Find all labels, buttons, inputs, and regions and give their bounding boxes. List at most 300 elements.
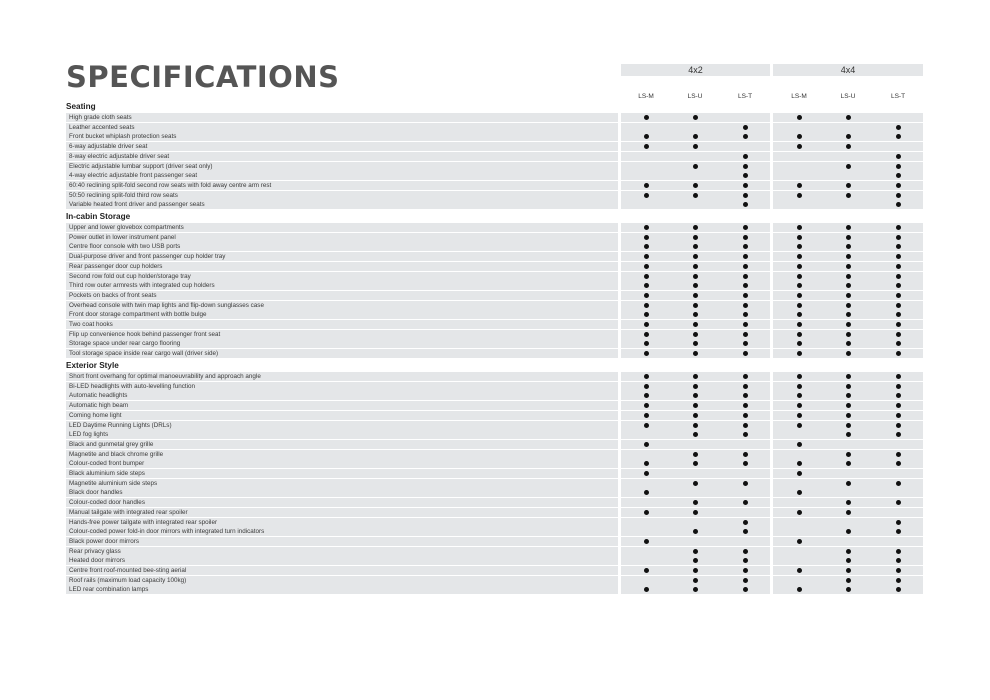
spec-row-label: Two coat hooks <box>66 320 618 329</box>
availability-dot-icon <box>896 587 901 592</box>
group-divider <box>770 585 773 594</box>
spec-row <box>0 566 990 575</box>
spec-row <box>0 537 990 546</box>
group-divider <box>770 576 773 585</box>
availability-dot-icon <box>693 193 698 198</box>
availability-dot-icon <box>846 235 851 240</box>
availability-dot-icon <box>644 393 649 398</box>
variant-header-4x2-ls-m: LS-M <box>638 93 654 100</box>
availability-dot-icon <box>896 351 901 356</box>
availability-dot-icon <box>797 423 802 428</box>
spec-row-label: Dual-purpose driver and front passenger cup holder tray <box>66 252 618 261</box>
spec-row <box>0 469 990 478</box>
group-divider <box>770 162 773 171</box>
availability-dot-icon <box>693 225 698 230</box>
availability-dot-icon <box>644 264 649 269</box>
availability-dot-icon <box>693 283 698 288</box>
spec-row <box>0 488 990 497</box>
spec-row <box>0 508 990 517</box>
availability-dot-icon <box>743 578 748 583</box>
availability-dot-icon <box>846 144 851 149</box>
spec-row <box>0 518 990 527</box>
availability-dot-icon <box>846 452 851 457</box>
availability-dot-icon <box>644 490 649 495</box>
spec-row <box>0 440 990 449</box>
group-divider <box>770 272 773 281</box>
spec-row <box>0 301 990 310</box>
availability-dot-icon <box>896 568 901 573</box>
spec-row-label: Colour-coded front bumper <box>66 459 618 468</box>
spec-row-label: Rear passenger door cup holders <box>66 262 618 271</box>
spec-row-label: Coming home light <box>66 411 618 420</box>
availability-dot-icon <box>743 520 748 525</box>
availability-dot-icon <box>846 312 851 317</box>
spec-row <box>0 291 990 300</box>
availability-dot-icon <box>896 529 901 534</box>
availability-dot-icon <box>896 134 901 139</box>
availability-dot-icon <box>644 332 649 337</box>
availability-dot-icon <box>644 312 649 317</box>
availability-dot-icon <box>896 193 901 198</box>
group-divider <box>770 488 773 497</box>
availability-dot-icon <box>693 254 698 259</box>
availability-dot-icon <box>896 244 901 249</box>
availability-dot-icon <box>743 341 748 346</box>
spec-row-label: Magnetite aluminium side steps <box>66 479 618 488</box>
availability-dot-icon <box>693 303 698 308</box>
availability-dot-icon <box>846 384 851 389</box>
availability-dot-icon <box>896 393 901 398</box>
group-divider <box>770 252 773 261</box>
spec-row <box>0 382 990 391</box>
availability-dot-icon <box>896 341 901 346</box>
availability-dot-icon <box>644 423 649 428</box>
availability-dot-icon <box>743 558 748 563</box>
spec-row-label: Short front overhang for optimal manoeuvrability and approach angle <box>66 372 618 381</box>
availability-dot-icon <box>896 154 901 159</box>
availability-dot-icon <box>846 193 851 198</box>
availability-dot-icon <box>896 413 901 418</box>
group-divider <box>770 527 773 536</box>
availability-dot-icon <box>644 144 649 149</box>
availability-dot-icon <box>896 225 901 230</box>
group-divider <box>770 200 773 209</box>
availability-dot-icon <box>896 164 901 169</box>
spec-row <box>0 479 990 488</box>
availability-dot-icon <box>693 293 698 298</box>
availability-dot-icon <box>693 529 698 534</box>
availability-dot-icon <box>693 461 698 466</box>
availability-dot-icon <box>846 587 851 592</box>
availability-dot-icon <box>693 235 698 240</box>
spec-row <box>0 171 990 180</box>
availability-dot-icon <box>896 461 901 466</box>
availability-dot-icon <box>896 403 901 408</box>
availability-dot-icon <box>797 183 802 188</box>
variant-header-4x2-ls-u: LS-U <box>687 93 703 100</box>
spec-row <box>0 450 990 459</box>
availability-dot-icon <box>644 235 649 240</box>
group-divider <box>770 508 773 517</box>
availability-dot-icon <box>743 125 748 130</box>
availability-dot-icon <box>797 374 802 379</box>
availability-dot-icon <box>797 303 802 308</box>
spec-row-label: 60:40 reclining split-fold second row seats with fold away centre arm rest <box>66 181 618 190</box>
spec-row-label: Colour-coded power fold-in door mirrors with integrated turn indicators <box>66 527 618 536</box>
spec-row <box>0 162 990 171</box>
availability-dot-icon <box>797 461 802 466</box>
availability-dot-icon <box>797 332 802 337</box>
spec-row-label: Manual tailgate with integrated rear spoiler <box>66 508 618 517</box>
group-divider <box>770 242 773 251</box>
availability-dot-icon <box>644 471 649 476</box>
availability-dot-icon <box>693 558 698 563</box>
spec-row-label: 8-way electric adjustable driver seat <box>66 152 618 161</box>
spec-row-label: Centre front roof-mounted bee-sting aerial <box>66 566 618 575</box>
spec-row <box>0 200 990 209</box>
group-divider <box>770 262 773 271</box>
availability-dot-icon <box>743 264 748 269</box>
spec-row-label: Automatic headlights <box>66 391 618 400</box>
availability-dot-icon <box>896 578 901 583</box>
spec-row <box>0 233 990 242</box>
group-divider <box>770 123 773 132</box>
availability-dot-icon <box>693 115 698 120</box>
group-divider <box>770 440 773 449</box>
availability-dot-icon <box>743 481 748 486</box>
availability-dot-icon <box>644 115 649 120</box>
availability-dot-icon <box>693 144 698 149</box>
page-title: SPECIFICATIONS <box>66 60 340 94</box>
availability-dot-icon <box>846 274 851 279</box>
availability-dot-icon <box>743 332 748 337</box>
availability-dot-icon <box>743 384 748 389</box>
spec-row-label: High grade cloth seats <box>66 113 618 122</box>
availability-dot-icon <box>743 225 748 230</box>
group-divider <box>770 498 773 507</box>
availability-dot-icon <box>797 341 802 346</box>
spec-row <box>0 191 990 200</box>
availability-dot-icon <box>797 442 802 447</box>
availability-dot-icon <box>896 332 901 337</box>
spec-row-label: Upper and lower glovebox compartments <box>66 223 618 232</box>
spec-row <box>0 430 990 439</box>
availability-dot-icon <box>644 461 649 466</box>
availability-dot-icon <box>797 587 802 592</box>
availability-dot-icon <box>743 202 748 207</box>
availability-dot-icon <box>693 578 698 583</box>
spec-row-label: Hands-free power tailgate with integrated rear spoiler <box>66 518 618 527</box>
availability-dot-icon <box>693 403 698 408</box>
spec-row-label: Front bucket whiplash protection seats <box>66 132 618 141</box>
availability-dot-icon <box>797 144 802 149</box>
spec-row <box>0 113 990 122</box>
spec-row-label: Flip up convenience hook behind passenger front seat <box>66 330 618 339</box>
spec-row <box>0 281 990 290</box>
spec-row-label: Pockets on backs of front seats <box>66 291 618 300</box>
availability-dot-icon <box>644 384 649 389</box>
spec-row <box>0 123 990 132</box>
availability-dot-icon <box>896 374 901 379</box>
availability-dot-icon <box>797 471 802 476</box>
spec-row-label: Power outlet in lower instrument panel <box>66 233 618 242</box>
availability-dot-icon <box>797 490 802 495</box>
spec-row-label: Magnetite and black chrome grille <box>66 450 618 459</box>
availability-dot-icon <box>743 164 748 169</box>
availability-dot-icon <box>644 539 649 544</box>
spec-row <box>0 498 990 507</box>
group-header-4x4: 4x4 <box>773 64 923 76</box>
availability-dot-icon <box>743 374 748 379</box>
availability-dot-icon <box>846 115 851 120</box>
spec-row <box>0 411 990 420</box>
group-divider <box>770 113 773 122</box>
spec-row <box>0 547 990 556</box>
group-divider <box>770 339 773 348</box>
spec-row <box>0 310 990 319</box>
spec-row-label: Leather accented seats <box>66 123 618 132</box>
group-divider <box>770 281 773 290</box>
spec-row <box>0 339 990 348</box>
availability-dot-icon <box>896 173 901 178</box>
spec-row-label: LED Daytime Running Lights (DRLs) <box>66 421 618 430</box>
spec-row-label: Black power door mirrors <box>66 537 618 546</box>
availability-dot-icon <box>797 274 802 279</box>
availability-dot-icon <box>693 423 698 428</box>
availability-dot-icon <box>693 351 698 356</box>
availability-dot-icon <box>797 293 802 298</box>
availability-dot-icon <box>644 341 649 346</box>
group-divider <box>770 181 773 190</box>
availability-dot-icon <box>743 403 748 408</box>
spec-row <box>0 132 990 141</box>
availability-dot-icon <box>743 312 748 317</box>
group-divider <box>770 382 773 391</box>
group-divider <box>770 479 773 488</box>
availability-dot-icon <box>896 235 901 240</box>
spec-row-label: Second row fold out cup holder/storage tray <box>66 272 618 281</box>
availability-dot-icon <box>896 500 901 505</box>
availability-dot-icon <box>797 264 802 269</box>
spec-row-label: Storage space under rear cargo flooring <box>66 339 618 348</box>
availability-dot-icon <box>743 293 748 298</box>
availability-dot-icon <box>846 393 851 398</box>
group-divider <box>770 430 773 439</box>
group-divider <box>770 349 773 358</box>
availability-dot-icon <box>846 164 851 169</box>
group-divider <box>770 152 773 161</box>
availability-dot-icon <box>797 322 802 327</box>
availability-dot-icon <box>846 423 851 428</box>
availability-dot-icon <box>896 254 901 259</box>
availability-dot-icon <box>896 481 901 486</box>
group-divider <box>770 450 773 459</box>
group-divider <box>770 421 773 430</box>
spec-row <box>0 576 990 585</box>
spec-row <box>0 262 990 271</box>
availability-dot-icon <box>644 442 649 447</box>
availability-dot-icon <box>797 254 802 259</box>
spec-row-label: Heated door mirrors <box>66 556 618 565</box>
spec-row-label: Automatic high beam <box>66 401 618 410</box>
group-divider <box>770 566 773 575</box>
spec-row <box>0 527 990 536</box>
availability-dot-icon <box>846 374 851 379</box>
availability-dot-icon <box>644 244 649 249</box>
spec-row <box>0 142 990 151</box>
spec-row <box>0 330 990 339</box>
spec-row <box>0 585 990 594</box>
availability-dot-icon <box>846 529 851 534</box>
section-title: In-cabin Storage <box>66 212 131 221</box>
availability-dot-icon <box>693 510 698 515</box>
availability-dot-icon <box>693 413 698 418</box>
group-divider <box>770 518 773 527</box>
availability-dot-icon <box>743 322 748 327</box>
availability-dot-icon <box>896 452 901 457</box>
spec-row <box>0 391 990 400</box>
spec-row <box>0 401 990 410</box>
variant-header-4x4-ls-t: LS-T <box>890 93 906 100</box>
availability-dot-icon <box>797 568 802 573</box>
group-divider <box>770 537 773 546</box>
group-divider <box>770 372 773 381</box>
availability-dot-icon <box>693 549 698 554</box>
availability-dot-icon <box>693 500 698 505</box>
availability-dot-icon <box>846 510 851 515</box>
availability-dot-icon <box>743 173 748 178</box>
availability-dot-icon <box>797 384 802 389</box>
availability-dot-icon <box>693 322 698 327</box>
availability-dot-icon <box>896 520 901 525</box>
spec-row <box>0 252 990 261</box>
availability-dot-icon <box>896 183 901 188</box>
group-header-4x2: 4x2 <box>621 64 770 76</box>
spec-row <box>0 556 990 565</box>
spec-row <box>0 272 990 281</box>
spec-row <box>0 372 990 381</box>
availability-dot-icon <box>693 274 698 279</box>
availability-dot-icon <box>846 578 851 583</box>
spec-row <box>0 152 990 161</box>
availability-dot-icon <box>797 283 802 288</box>
availability-dot-icon <box>644 587 649 592</box>
spec-row-label: Colour-coded door handles <box>66 498 618 507</box>
availability-dot-icon <box>743 274 748 279</box>
availability-dot-icon <box>846 283 851 288</box>
availability-dot-icon <box>846 264 851 269</box>
spec-row-label: Black and gunmetal grey grille <box>66 440 618 449</box>
availability-dot-icon <box>846 183 851 188</box>
spec-row-label: Centre floor console with two USB ports <box>66 242 618 251</box>
availability-dot-icon <box>896 125 901 130</box>
spec-row-label: LED fog lights <box>66 430 618 439</box>
section-title: Seating <box>66 102 96 111</box>
availability-dot-icon <box>693 374 698 379</box>
availability-dot-icon <box>743 303 748 308</box>
spec-row <box>0 349 990 358</box>
spec-row-label: Rear privacy glass <box>66 547 618 556</box>
availability-dot-icon <box>743 393 748 398</box>
availability-dot-icon <box>797 193 802 198</box>
group-divider <box>770 459 773 468</box>
spec-row-label: 6-way adjustable driver seat <box>66 142 618 151</box>
availability-dot-icon <box>743 413 748 418</box>
availability-dot-icon <box>896 293 901 298</box>
availability-dot-icon <box>743 193 748 198</box>
availability-dot-icon <box>693 568 698 573</box>
availability-dot-icon <box>846 461 851 466</box>
availability-dot-icon <box>644 274 649 279</box>
availability-dot-icon <box>846 293 851 298</box>
availability-dot-icon <box>797 312 802 317</box>
availability-dot-icon <box>644 403 649 408</box>
group-divider <box>770 469 773 478</box>
availability-dot-icon <box>846 134 851 139</box>
availability-dot-icon <box>644 183 649 188</box>
availability-dot-icon <box>797 244 802 249</box>
availability-dot-icon <box>743 244 748 249</box>
availability-dot-icon <box>743 452 748 457</box>
availability-dot-icon <box>846 332 851 337</box>
availability-dot-icon <box>644 293 649 298</box>
availability-dot-icon <box>644 283 649 288</box>
availability-dot-icon <box>846 341 851 346</box>
availability-dot-icon <box>797 393 802 398</box>
availability-dot-icon <box>846 351 851 356</box>
variant-header-4x4-ls-m: LS-M <box>791 93 807 100</box>
section-title: Exterior Style <box>66 361 119 370</box>
availability-dot-icon <box>797 235 802 240</box>
availability-dot-icon <box>896 202 901 207</box>
availability-dot-icon <box>743 549 748 554</box>
spec-row-label: Overhead console with twin map lights and flip-down sunglasses case <box>66 301 618 310</box>
spec-row-label: Black aluminium side steps <box>66 469 618 478</box>
spec-row-label: Roof rails (maximum load capacity 100kg) <box>66 576 618 585</box>
availability-dot-icon <box>644 413 649 418</box>
group-divider <box>770 142 773 151</box>
availability-dot-icon <box>693 587 698 592</box>
spec-row <box>0 459 990 468</box>
spec-row-label: Third row outer armrests with integrated cup holders <box>66 281 618 290</box>
availability-dot-icon <box>644 322 649 327</box>
group-divider <box>770 310 773 319</box>
availability-dot-icon <box>797 351 802 356</box>
availability-dot-icon <box>693 312 698 317</box>
availability-dot-icon <box>896 549 901 554</box>
availability-dot-icon <box>743 461 748 466</box>
spec-row-label: Tool storage space inside rear cargo wall (driver side) <box>66 349 618 358</box>
availability-dot-icon <box>846 303 851 308</box>
availability-dot-icon <box>644 254 649 259</box>
availability-dot-icon <box>846 254 851 259</box>
group-divider <box>770 391 773 400</box>
availability-dot-icon <box>846 549 851 554</box>
availability-dot-icon <box>693 452 698 457</box>
availability-dot-icon <box>693 264 698 269</box>
spec-row <box>0 320 990 329</box>
group-divider <box>770 330 773 339</box>
availability-dot-icon <box>896 423 901 428</box>
availability-dot-icon <box>846 481 851 486</box>
availability-dot-icon <box>846 500 851 505</box>
group-divider <box>770 223 773 232</box>
availability-dot-icon <box>693 134 698 139</box>
availability-dot-icon <box>743 500 748 505</box>
group-divider <box>770 401 773 410</box>
availability-dot-icon <box>797 539 802 544</box>
availability-dot-icon <box>644 303 649 308</box>
